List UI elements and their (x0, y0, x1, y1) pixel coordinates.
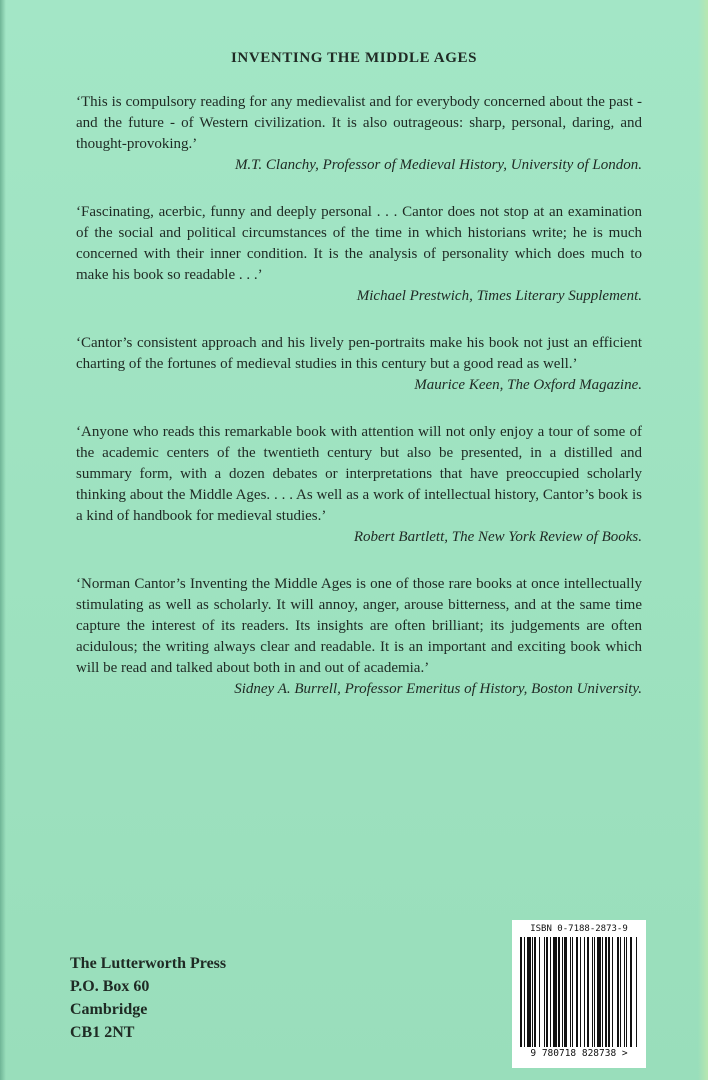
barcode-bar (636, 937, 637, 1047)
ean-digits: 9 780718 828738 > (530, 1048, 628, 1059)
publisher-city: Cambridge (70, 1001, 148, 1018)
review-attribution: Sidney A. Burrell, Professor Emeritus of History, Boston University. (234, 681, 642, 697)
barcode-bar (553, 937, 556, 1047)
review-quote: ‘Fascinating, acerbic, funny and deeply personal . . . Cantor does not stop at an examination of the social and political circumstances of the time in which historians write; he is much concerned with their inner condition. It is the analysis of personality which does much to make his book so readable . . .’ (76, 204, 642, 283)
barcode-bar (602, 937, 603, 1047)
barcode-bar (608, 937, 610, 1047)
barcode-bar (576, 937, 578, 1047)
review-item (76, 574, 642, 700)
review-item (76, 422, 642, 548)
cover-left-edge (0, 0, 6, 1080)
barcode-bar (562, 937, 563, 1047)
barcode-bar (592, 937, 593, 1047)
barcode-bar (587, 937, 589, 1047)
barcode-bar (624, 937, 625, 1047)
barcode-bar (558, 937, 560, 1047)
barcode-bar (532, 937, 533, 1047)
barcode-bar (564, 937, 567, 1047)
barcode-bar (630, 937, 632, 1047)
barcode-bar (612, 937, 613, 1047)
barcode-bar (544, 937, 545, 1047)
review-quote: ‘Cantor’s consistent approach and his lively pen-portraits make his book not just an efficient charting of the fortunes of medieval studies in this century but a good read as well.’ (76, 335, 642, 372)
review-list (76, 92, 642, 726)
barcode-bar (572, 937, 573, 1047)
barcode-bar (605, 937, 607, 1047)
cover-right-edge (698, 0, 708, 1080)
barcode-bar (539, 937, 540, 1047)
review-quote: ‘This is compulsory reading for any medievalist and for everybody concerned about the past - and the future - of Western civilization. It is also outrageous: sharp, personal, daring, and thought-provoking.’ (76, 94, 642, 152)
review-quote: ‘Norman Cantor’s Inventing the Middle Ages is one of those rare books at once intellectually stimulating as well as scholarly. It will annoy, anger, arouse bitterness, and at the same time capture the interest of its readers. Its insights are often brilliant; its judgements are often acidulous; the writing always clear and readable. It is an important and exciting book which will be read and talked about both in and out of academia.’ (76, 576, 642, 676)
barcode-bar (527, 937, 530, 1047)
barcode-bar (620, 937, 621, 1047)
publisher-box: P.O. Box 60 (70, 978, 150, 995)
review-item (76, 333, 642, 396)
barcode-bar (524, 937, 525, 1047)
publisher-name: The Lutterworth Press (70, 955, 227, 972)
publisher-postcode: CB1 2NT (70, 1024, 135, 1041)
review-attribution: Maurice Keen, The Oxford Magazine. (414, 377, 642, 393)
review-attribution: Michael Prestwich, Times Literary Supplement. (356, 288, 642, 304)
isbn-barcode (512, 920, 646, 1068)
barcode-bar (617, 937, 619, 1047)
barcode-bar (580, 937, 581, 1047)
isbn-label: ISBN 0-7188-2873-9 (530, 924, 628, 934)
review-attribution: Robert Bartlett, The New York Review of Books. (353, 529, 642, 545)
barcode-bar (520, 937, 522, 1047)
barcode-bar (597, 937, 600, 1047)
barcode-bar (584, 937, 585, 1047)
barcode-bar (534, 937, 536, 1047)
barcode-bar (626, 937, 627, 1047)
review-item (76, 202, 642, 307)
barcode-bar (546, 937, 548, 1047)
barcode-bar (570, 937, 571, 1047)
review-attribution: M.T. Clanchy, Professor of Medieval History, University of London. (234, 157, 642, 173)
barcode-bars (520, 937, 638, 1047)
review-item (76, 92, 642, 176)
barcode-bar (594, 937, 595, 1047)
publisher-address (70, 952, 226, 1044)
barcode-bar (550, 937, 551, 1047)
book-title: INVENTING THE MIDDLE AGES (230, 50, 478, 66)
review-quote: ‘Anyone who reads this remarkable book with attention will not only enjoy a tour of some of the academic centers of the twentieth century but also be presented, in a distilled and summary form, with a dozen debates or interpretations that have preoccupied scholarly thinking about the Middle Ages. . . . As well as a work of intellectual history, Cantor’s book is a kind of handbook for medieval studies.’ (76, 424, 642, 524)
